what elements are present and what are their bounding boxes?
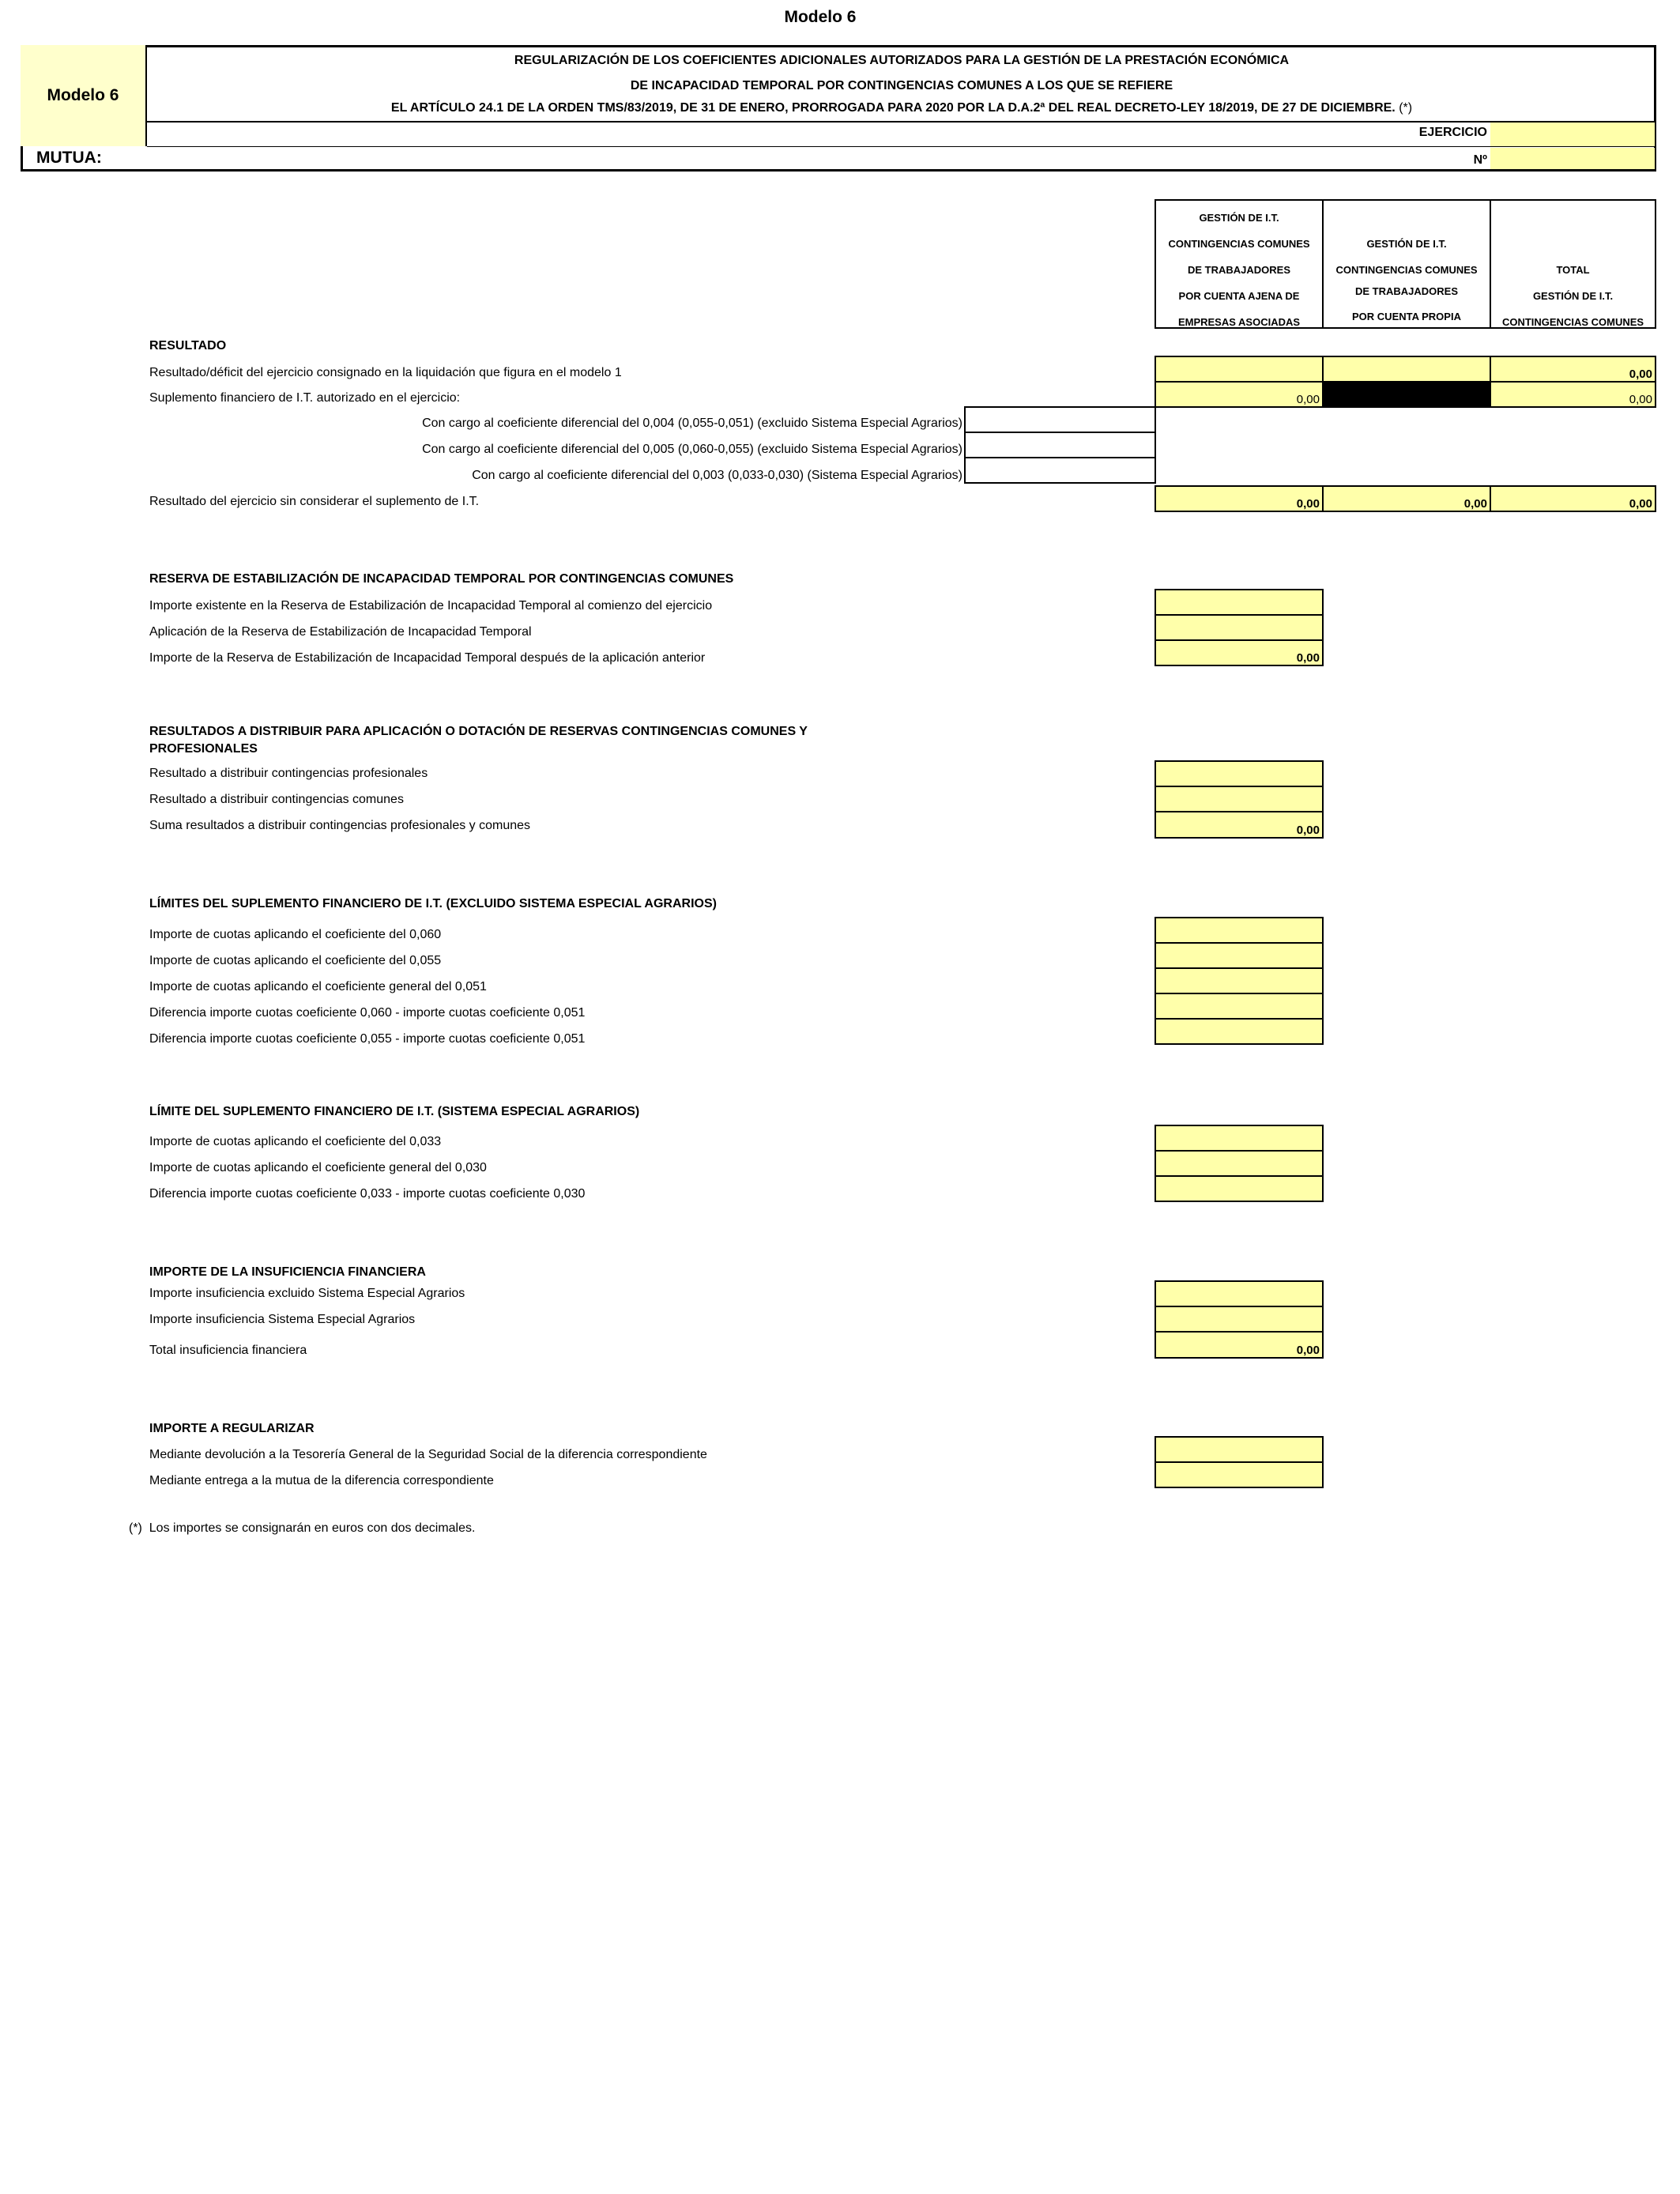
diferencia-055-input[interactable]: [1155, 1018, 1324, 1045]
insuficiencia-agrarios-input[interactable]: [1155, 1306, 1324, 1333]
agrarios-033-input[interactable]: [1155, 1125, 1324, 1152]
header-divider: [147, 121, 1656, 123]
model-label: Modelo 6: [21, 45, 147, 146]
header-divider-2: [147, 146, 1656, 147]
diferencia-060-input[interactable]: [1155, 993, 1324, 1020]
reserva-aplicacion-input[interactable]: [1155, 614, 1324, 641]
col1-line: CONTINGENCIAS COMUNES: [1168, 238, 1310, 250]
row-label: Total insuficiencia financiera: [149, 1344, 307, 1357]
suplemento-propia-blocked: [1322, 381, 1491, 408]
header-line-3: [147, 100, 1656, 116]
reserva-despues-cell: 0,00: [1155, 639, 1324, 666]
row-label: Suma resultados a distribuir contingencias profesionales y comunes: [149, 819, 531, 832]
section-title-reserva: RESERVA DE ESTABILIZACIÓN DE INCAPACIDAD TEMPORAL POR CONTINGENCIAS COMUNES: [149, 572, 734, 586]
sub-label-0004: Con cargo al coeficiente diferencial del 0,004 (0,055-0,051) (excluido Sistema Especial Agrarios): [422, 417, 962, 430]
row-label: Importe de cuotas aplicando el coeficiente general del 0,030: [149, 1161, 487, 1174]
section-title-resultado: RESULTADO: [149, 339, 227, 352]
row-label: Importe de la Reserva de Estabilización de Incapacidad Temporal después de la aplicación anterior: [149, 651, 706, 665]
distribuir-profesionales-input[interactable]: [1155, 760, 1324, 787]
sin-suplemento-ajena: 0,00: [1155, 485, 1324, 512]
devolucion-tgss-input[interactable]: [1155, 1436, 1324, 1463]
footnote: [129, 1521, 475, 1536]
distribuir-comunes-input[interactable]: [1155, 786, 1324, 812]
coef-0004-input[interactable]: [964, 406, 1156, 433]
row-label: Resultado a distribuir contingencias comunes: [149, 793, 404, 806]
page-title: Modelo 6: [784, 8, 857, 26]
row-label: Diferencia importe cuotas coeficiente 0,033 - importe cuotas coeficiente 0,030: [149, 1187, 586, 1201]
row-label: Resultado a distribuir contingencias profesionales: [149, 767, 428, 780]
col3-line: GESTIÓN DE I.T.: [1532, 290, 1614, 302]
col1-line: DE TRABAJADORES: [1187, 264, 1290, 276]
ejercicio-label: EJERCICIO: [1418, 126, 1487, 139]
row-label: Importe de cuotas aplicando el coeficiente del 0,055: [149, 954, 442, 967]
reserva-existente-input[interactable]: [1155, 589, 1324, 616]
section-title-regularizar: IMPORTE A REGULARIZAR: [149, 1422, 315, 1435]
column-header-propia: [1322, 199, 1491, 329]
row-label: Aplicación de la Reserva de Estabilización de Incapacidad Temporal: [149, 625, 532, 639]
section-title-distribuir-2: PROFESIONALES: [149, 742, 258, 756]
footnote-mark: (*): [129, 1521, 142, 1535]
row-label: Resultado del ejercicio sin considerar el suplemento de I.T.: [149, 495, 480, 508]
limite-055-input[interactable]: [1155, 942, 1324, 969]
insuficiencia-excluido-input[interactable]: [1155, 1280, 1324, 1307]
section-title-agrarios: LÍMITE DEL SUPLEMENTO FINANCIERO DE I.T. (SISTEMA ESPECIAL AGRARIOS): [149, 1105, 640, 1118]
resultado-total-cell: 0,00: [1490, 356, 1656, 383]
insuficiencia-total-cell: 0,00: [1155, 1331, 1324, 1359]
footnote-text: Los importes se consignarán en euros con dos decimales.: [149, 1521, 476, 1535]
row-label: Suplemento financiero de I.T. autorizado en el ejercicio:: [149, 391, 461, 405]
row-label: Importe insuficiencia Sistema Especial Agrarios: [149, 1313, 416, 1326]
section-title-limites: LÍMITES DEL SUPLEMENTO FINANCIERO DE I.T. (EXCLUIDO SISTEMA ESPECIAL AGRARIOS): [149, 897, 717, 910]
header-line-2: DE INCAPACIDAD TEMPORAL POR CONTINGENCIAS COMUNES A LOS QUE SE REFIERE: [630, 79, 1173, 92]
row-label: Importe de cuotas aplicando el coeficiente del 0,033: [149, 1135, 442, 1148]
row-label: Diferencia importe cuotas coeficiente 0,055 - importe cuotas coeficiente 0,051: [149, 1032, 586, 1046]
header-line-1: REGULARIZACIÓN DE LOS COEFICIENTES ADICIONALES AUTORIZADOS PARA LA GESTIÓN DE LA PRESTACIÓN ECONÓMICA: [514, 54, 1290, 67]
col1-line: GESTIÓN DE I.T.: [1199, 212, 1279, 224]
entrega-mutua-input[interactable]: [1155, 1461, 1324, 1488]
suplemento-ajena-cell: 0,00: [1155, 381, 1324, 408]
col2-line: CONTINGENCIAS COMUNES: [1335, 264, 1478, 276]
suplemento-total-cell: 0,00: [1490, 381, 1656, 408]
column-header-ajena: [1155, 199, 1324, 329]
row-label: Importe insuficiencia excluido Sistema Especial Agrarios: [149, 1287, 465, 1300]
col2-line: DE TRABAJADORES: [1354, 285, 1458, 297]
agrarios-030-input[interactable]: [1155, 1150, 1324, 1177]
header-line-3-note: (*): [1399, 101, 1413, 115]
sub-label-0003: Con cargo al coeficiente diferencial del 0,003 (0,033-0,030) (Sistema Especial Agrarios): [472, 469, 962, 482]
header-line-3-text: EL ARTÍCULO 24.1 DE LA ORDEN TMS/83/2019, DE 31 DE ENERO, PRORROGADA PARA 2020 POR LA D.A.2ª DEL REAL DECRETO-LEY 18/2019, DE 27 DE DICIEMBRE.: [390, 101, 1396, 115]
row-label: Resultado/déficit del ejercicio consignado en la liquidación que figura en el modelo 1: [149, 366, 622, 379]
col1-line: POR CUENTA AJENA DE: [1178, 290, 1300, 302]
resultado-propia-input[interactable]: [1322, 356, 1491, 383]
numero-input[interactable]: [1490, 148, 1655, 169]
numero-label: Nº: [1473, 153, 1487, 167]
row-label: Mediante devolución a la Tesorería General de la Seguridad Social de la diferencia correspondiente: [149, 1448, 707, 1461]
coef-0005-input[interactable]: [964, 432, 1156, 458]
sin-suplemento-total: 0,00: [1490, 485, 1656, 512]
row-label: Importe de cuotas aplicando el coeficiente del 0,060: [149, 928, 442, 941]
section-title-distribuir: RESULTADOS A DISTRIBUIR PARA APLICACIÓN O DOTACIÓN DE RESERVAS CONTINGENCIAS COMUNES Y: [149, 725, 808, 738]
row-label: Diferencia importe cuotas coeficiente 0,060 - importe cuotas coeficiente 0,051: [149, 1006, 586, 1020]
resultado-ajena-input[interactable]: [1155, 356, 1324, 383]
distribuir-suma-cell: 0,00: [1155, 811, 1324, 839]
limite-051-input[interactable]: [1155, 967, 1324, 994]
row-label: Mediante entrega a la mutua de la diferencia correspondiente: [149, 1474, 494, 1487]
column-header-total: [1490, 199, 1656, 329]
agrarios-diferencia-input[interactable]: [1155, 1175, 1324, 1202]
col1-line: EMPRESAS ASOCIADAS: [1177, 316, 1301, 328]
col3-line: TOTAL: [1556, 264, 1590, 276]
mutua-label: MUTUA:: [36, 149, 102, 167]
limite-060-input[interactable]: [1155, 917, 1324, 944]
col3-line: CONTINGENCIAS COMUNES: [1501, 316, 1644, 328]
row-label: Importe existente en la Reserva de Estabilización de Incapacidad Temporal al comienzo del ejercicio: [149, 599, 713, 613]
sub-label-0005: Con cargo al coeficiente diferencial del 0,005 (0,060-0,055) (excluido Sistema Especial Agrarios): [422, 443, 962, 456]
ejercicio-input[interactable]: [1490, 123, 1655, 146]
section-title-insuficiencia: IMPORTE DE LA INSUFICIENCIA FINANCIERA: [149, 1265, 426, 1279]
sin-suplemento-propia: 0,00: [1322, 485, 1491, 512]
coef-0003-input[interactable]: [964, 457, 1156, 484]
row-label: Importe de cuotas aplicando el coeficiente general del 0,051: [149, 980, 487, 993]
col2-line: POR CUENTA PROPIA: [1352, 311, 1461, 322]
col2-line: GESTIÓN DE I.T.: [1366, 238, 1447, 250]
